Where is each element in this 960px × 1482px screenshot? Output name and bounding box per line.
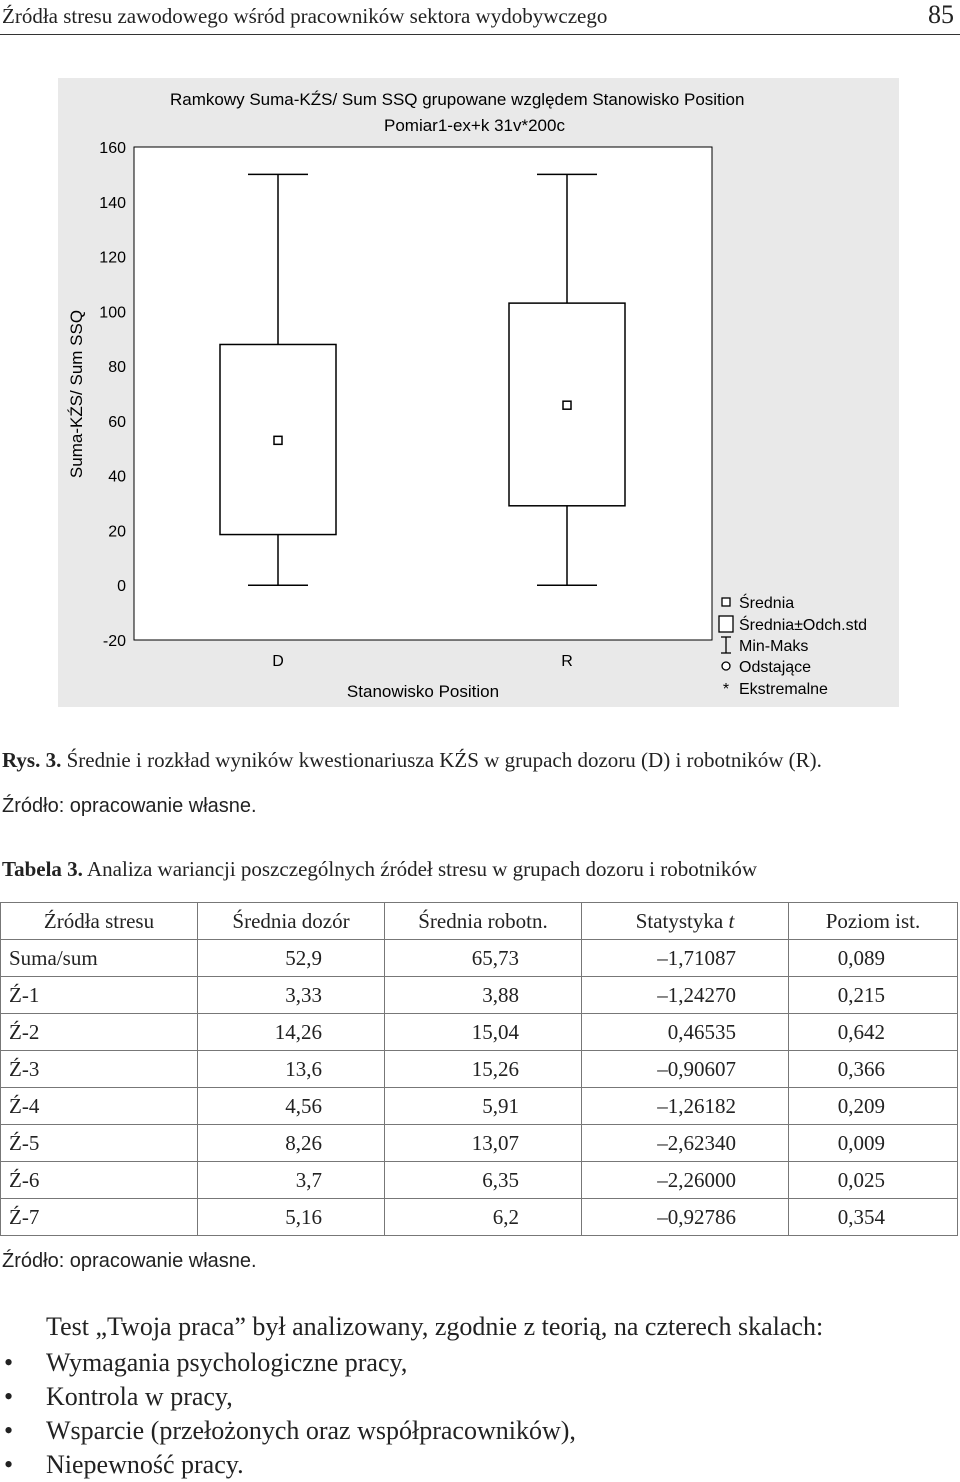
caption-text: Średnie i rozkład wyników kwestionariusza KŹS w grupach dozoru (D) i robotników (R). bbox=[61, 748, 822, 772]
table-header-cell: Źródła stresu bbox=[1, 903, 198, 940]
table-cell: Ź-3 bbox=[1, 1051, 198, 1088]
chart-title: Ramkowy Suma-KŹS/ Sum SSQ grupowane względem Stanowisko Position bbox=[170, 90, 745, 109]
table-cell: 13,07 bbox=[385, 1125, 582, 1162]
table-cell: 0,025 bbox=[789, 1162, 958, 1199]
bullet-dot: • bbox=[4, 1382, 14, 1411]
table-cell: 52,9 bbox=[198, 940, 385, 977]
table-cell: 0,46535 bbox=[582, 1014, 789, 1051]
table-cell: Ź-2 bbox=[1, 1014, 198, 1051]
list-item-text: Wsparcie (przełożonych oraz współpracowników), bbox=[46, 1416, 576, 1445]
table-cell: 0,009 bbox=[789, 1125, 958, 1162]
table-cell: 15,04 bbox=[385, 1014, 582, 1051]
legend-sd-symbol bbox=[719, 616, 733, 632]
table-row bbox=[1, 977, 958, 1014]
table-cell: Suma/sum bbox=[1, 940, 198, 977]
table-cell: 13,6 bbox=[198, 1051, 385, 1088]
chart-subtitle: Pomiar1-ex+k 31v*200c bbox=[384, 116, 565, 135]
header-stat-label: Statystyka bbox=[635, 908, 729, 933]
list-item bbox=[0, 1380, 576, 1414]
table-row bbox=[1, 1014, 958, 1051]
table-cell: –0,90607 bbox=[582, 1051, 789, 1088]
list-item bbox=[0, 1346, 576, 1380]
legend-label: Ekstremalne bbox=[739, 681, 828, 698]
table-row bbox=[1, 940, 958, 977]
table-body bbox=[1, 940, 958, 1236]
list-item-text: Kontrola w pracy, bbox=[46, 1382, 233, 1411]
y-tick-label: 40 bbox=[108, 468, 126, 486]
bullet-dot: • bbox=[4, 1450, 14, 1479]
table-row bbox=[1, 1162, 958, 1199]
legend-label: Min-Maks bbox=[739, 638, 809, 655]
page-number: 85 bbox=[928, 0, 954, 29]
table-header-row bbox=[1, 903, 958, 940]
anova-table bbox=[0, 902, 958, 1236]
y-tick-label: 160 bbox=[99, 140, 126, 157]
table-cell: Ź-4 bbox=[1, 1088, 198, 1125]
table-header-cell: Poziom ist. bbox=[789, 903, 958, 940]
table-source: Źródło: opracowanie własne. bbox=[2, 1250, 257, 1272]
legend-outlier-symbol bbox=[722, 662, 730, 670]
header-rule bbox=[0, 34, 960, 35]
table-cell: Ź-6 bbox=[1, 1162, 198, 1199]
table-cell: Ź-5 bbox=[1, 1125, 198, 1162]
table-cell: 4,56 bbox=[198, 1088, 385, 1125]
x-axis-categories bbox=[272, 653, 573, 670]
table-cell: 6,35 bbox=[385, 1162, 582, 1199]
table-cell: –2,26000 bbox=[582, 1162, 789, 1199]
legend-mean-symbol bbox=[722, 598, 730, 606]
table-row bbox=[1, 1088, 958, 1125]
table-cell: 0,209 bbox=[789, 1088, 958, 1125]
mean-marker bbox=[563, 401, 571, 409]
table-cell: 8,26 bbox=[198, 1125, 385, 1162]
table-cell: 3,33 bbox=[198, 977, 385, 1014]
body-intro: Test „Twoja praca” był analizowany, zgodnie z teorią, na czterech skalach: bbox=[46, 1312, 824, 1341]
y-tick-label: 60 bbox=[108, 413, 126, 431]
table-cell: 14,26 bbox=[198, 1014, 385, 1051]
table-cell: –2,62340 bbox=[582, 1125, 789, 1162]
table-cell: 0,354 bbox=[789, 1199, 958, 1236]
running-header: Źródła stresu zawodowego wśród pracowników sektora wydobywczego bbox=[2, 4, 608, 28]
x-category-label: D bbox=[272, 653, 284, 670]
table-cell: 0,642 bbox=[789, 1014, 958, 1051]
table-cell: 0,215 bbox=[789, 977, 958, 1014]
bullet-dot: • bbox=[4, 1416, 14, 1445]
table-cell: 0,366 bbox=[789, 1051, 958, 1088]
table-cell: –1,71087 bbox=[582, 940, 789, 977]
mean-marker bbox=[274, 436, 282, 444]
y-tick-label: 140 bbox=[99, 194, 126, 212]
table-cell: 15,26 bbox=[385, 1051, 582, 1088]
list-item-text: Niepewność pracy. bbox=[46, 1450, 244, 1479]
y-tick-label: 20 bbox=[108, 523, 126, 541]
table-row bbox=[1, 1199, 958, 1236]
scale-list bbox=[0, 1346, 576, 1482]
legend-label: Średnia±Odch.std bbox=[739, 617, 867, 634]
chart-legend bbox=[719, 593, 867, 698]
y-axis-ticks bbox=[99, 140, 126, 650]
table-cell: Ź-1 bbox=[1, 977, 198, 1014]
table-cell: Ź-7 bbox=[1, 1199, 198, 1236]
header-stat-italic: t bbox=[728, 908, 735, 933]
figure-caption bbox=[2, 748, 822, 773]
figure-source: Źródło: opracowanie własne. bbox=[2, 795, 257, 817]
list-item-text: Wymagania psychologiczne pracy, bbox=[46, 1348, 408, 1377]
y-tick-label: 0 bbox=[117, 578, 126, 596]
table-label: Tabela 3. bbox=[2, 857, 83, 881]
legend-extreme-symbol: * bbox=[722, 681, 730, 698]
table-title-text: Analiza wariancji poszczególnych źródeł stresu w grupach dozoru i robotników bbox=[82, 857, 758, 881]
bullet-dot: • bbox=[4, 1348, 14, 1377]
table-cell: 65,73 bbox=[385, 940, 582, 977]
table-header-cell bbox=[582, 903, 789, 940]
y-tick-label: -20 bbox=[102, 633, 126, 650]
legend-label: Odstające bbox=[739, 659, 812, 676]
table-cell: 5,16 bbox=[198, 1199, 385, 1236]
table-row bbox=[1, 1125, 958, 1162]
list-item bbox=[0, 1414, 576, 1448]
table-cell: –1,24270 bbox=[582, 977, 789, 1014]
table-cell: –1,26182 bbox=[582, 1088, 789, 1125]
legend-label: Średnia bbox=[739, 595, 795, 612]
y-tick-label: 80 bbox=[108, 359, 126, 377]
boxplot-figure bbox=[58, 78, 899, 707]
table-title bbox=[2, 857, 757, 882]
x-category-label: R bbox=[561, 653, 573, 670]
table-cell: 3,88 bbox=[385, 977, 582, 1014]
table-cell: 5,91 bbox=[385, 1088, 582, 1125]
table-cell: 3,7 bbox=[198, 1162, 385, 1199]
y-axis-label: Suma-KŹS/ Sum SSQ bbox=[67, 309, 86, 479]
table-header-cell: Średnia robotn. bbox=[385, 903, 582, 940]
y-tick-label: 120 bbox=[99, 249, 126, 267]
x-axis-label: Stanowisko Position bbox=[346, 682, 500, 701]
caption-label: Rys. 3. bbox=[2, 748, 62, 772]
table-cell: 6,2 bbox=[385, 1199, 582, 1236]
y-tick-label: 100 bbox=[99, 304, 126, 322]
boxplot-chart bbox=[58, 78, 899, 707]
table-header-cell: Średnia dozór bbox=[198, 903, 385, 940]
table-cell: 0,089 bbox=[789, 940, 958, 977]
table-cell: –0,92786 bbox=[582, 1199, 789, 1236]
table-row bbox=[1, 1051, 958, 1088]
